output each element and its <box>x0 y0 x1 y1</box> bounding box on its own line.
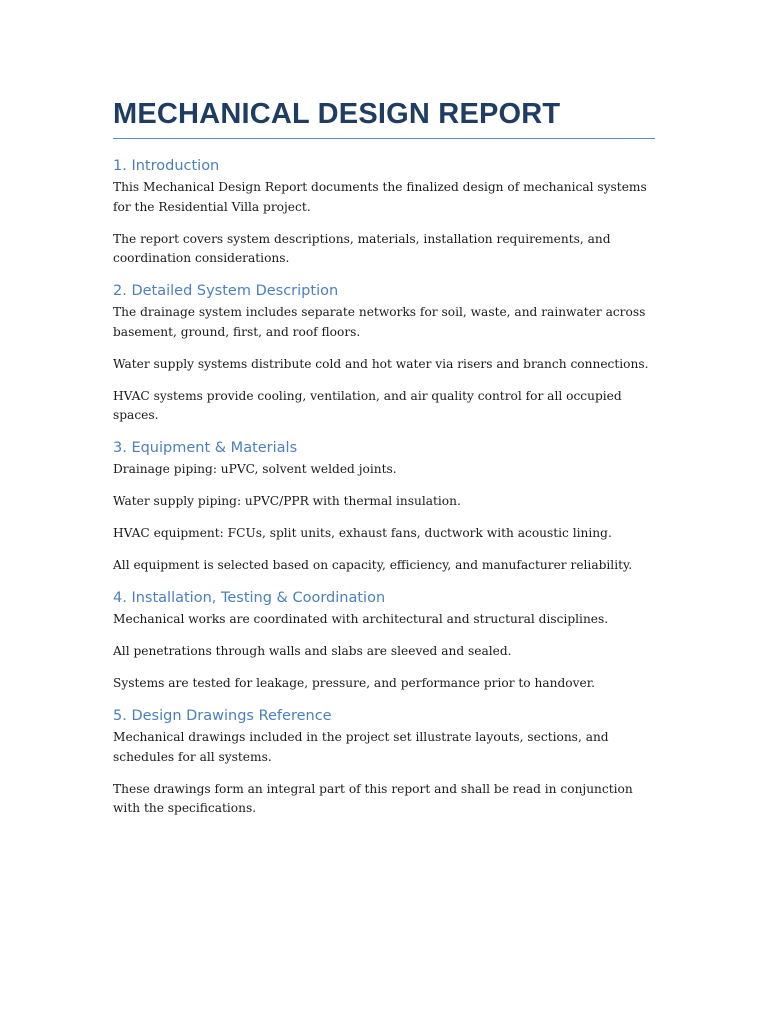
paragraph: Mechanical drawings included in the project set illustrate layouts, sections, and schedules for all systems. <box>113 730 609 764</box>
paragraph: Water supply piping: uPVC/PPR with thermal insulation. <box>113 494 461 508</box>
paragraph: The report covers system descriptions, materials, installation requirements, and coordination considerations. <box>113 231 611 265</box>
section-detailed-system-description <box>113 281 655 426</box>
paragraph: HVAC equipment: FCUs, split units, exhaust fans, ductwork with acoustic lining. <box>113 526 612 540</box>
document-title: MECHANICAL DESIGN REPORT <box>113 94 655 139</box>
paragraph: The drainage system includes separate networks for soil, waste, and rainwater across basement, ground, first, and roof floors. <box>113 305 646 339</box>
section-installation-testing-coordination <box>113 588 655 694</box>
section-heading: 3. Equipment & Materials <box>113 440 298 456</box>
paragraph: These drawings form an integral part of this report and shall be read in conjunction with the specifications. <box>113 781 633 815</box>
paragraph: All equipment is selected based on capacity, efficiency, and manufacturer reliability. <box>113 558 633 572</box>
paragraph: All penetrations through walls and slabs are sleeved and sealed. <box>113 644 512 658</box>
section-heading: 1. Introduction <box>113 158 220 174</box>
section-introduction <box>113 156 655 269</box>
document-page <box>113 94 655 831</box>
section-design-drawings-reference <box>113 706 655 819</box>
paragraph: This Mechanical Design Report documents the finalized design of mechanical systems for the Residential Villa project. <box>113 180 647 214</box>
section-equipment-materials <box>113 438 655 576</box>
paragraph: Systems are tested for leakage, pressure, and performance prior to handover. <box>113 676 596 690</box>
paragraph: HVAC systems provide cooling, ventilation, and air quality control for all occupied spaces. <box>113 388 622 422</box>
paragraph: Drainage piping: uPVC, solvent welded joints. <box>113 462 397 476</box>
paragraph: Mechanical works are coordinated with architectural and structural disciplines. <box>113 612 609 626</box>
section-heading: 5. Design Drawings Reference <box>113 708 332 724</box>
paragraph: Water supply systems distribute cold and hot water via risers and branch connections. <box>113 356 649 371</box>
section-heading: 4. Installation, Testing & Coordination <box>113 590 386 606</box>
section-heading: 2. Detailed System Description <box>113 283 339 299</box>
